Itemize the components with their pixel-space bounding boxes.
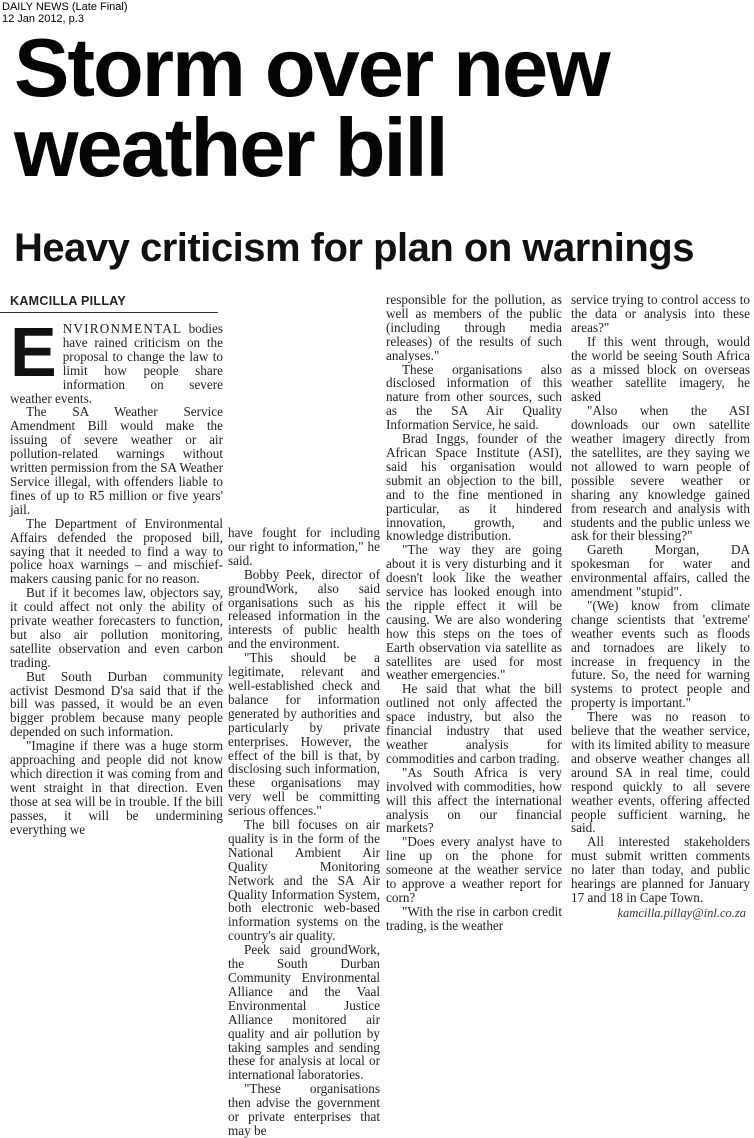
paragraph: service trying to control access to the data or analysis into these areas?": [571, 292, 750, 335]
paragraph: "Also when the ASI downloads our own satellite weather imagery directly from the satellites, are they saying we not allowed to warn people of possible severe weather or sharing any knowledge gained from research and analysis with students and the public unless we ask for their blessing?": [571, 403, 750, 544]
drop-cap: E: [10, 313, 57, 391]
article-column-4: [571, 293, 750, 905]
paragraph: He said that what the bill outlined not only affected the space industry, but also the financial industry that used weather analysis for commodities and carbon trading.: [386, 681, 562, 766]
paragraph: "These organisations then advise the government or private enterprises that may be: [228, 1081, 380, 1138]
paragraph: Gareth Morgan, DA spokesman for water and environmental affairs, called the amendment "stupid".: [571, 542, 750, 600]
paragraph: "Does every analyst have to line up on the phone for someone at the weather service to approve a weather report for corn?: [386, 834, 562, 905]
author-email: kamcilla.pillay@inl.co.za: [617, 906, 746, 920]
lead-paragraph: [10, 313, 223, 406]
article-column-1: [10, 313, 223, 837]
paragraph: All interested stakeholders must submit written comments no later than today, and public hearings are planned for January 17 and 18 in Cape Town.: [571, 834, 750, 905]
paragraph: Peek said groundWork, the South Durban Community Environmental Alliance and the Vaal Environmental Justice Alliance monitored air quality and air pollution by taking samples and sending these for analysis at local or international laboratories.: [228, 942, 380, 1083]
paragraph: "(We) know from climate change scientists that 'extreme' weather events such as floods and tornadoes are likely to increase in frequency in the future. So, the need for warning systems to protect people and property is important.": [571, 597, 750, 711]
paragraph: There was no reason to believe that the weather service, with its limited ability to measure and observe weather changes all around SA in real time, could respond quickly to all severe weather events, offering affected people sufficient warning, he said.: [571, 709, 750, 836]
paragraph: have fought for including our right to information," he said.: [228, 525, 380, 568]
headline: Storm over new weather bill: [14, 21, 609, 194]
paragraph: But if it becomes law, objectors say, it could affect not only the ability of private weather forecasters to function, but also air pollution monitoring, satellite observation and even carbon trading.: [10, 585, 223, 670]
article-column-2: [228, 526, 380, 1138]
paragraph: The bill focuses on air quality is in the form of the National Ambient Air Quality Monitoring Network and the SA Air Quality Information System, both electronic web-based information systems on the country's air quality.: [228, 817, 380, 944]
article-column-3: [386, 293, 562, 933]
paragraph: Brad Inggs, founder of the African Space Institute (ASI), said his organisation would submit an objection to the bill, and to the fine mentioned in particular, as it hindered innovation, growth, and knowledge distribution.: [386, 431, 562, 544]
paragraph: "With the rise in carbon credit trading, is the weather: [386, 903, 562, 933]
paragraph: The SA Weather Service Amendment Bill would make the issuing of severe weather or air pollution-related warnings without written permission from the SA Weather Service illegal, with offenders liable to fines of up to R5 million or five years' jail.: [10, 404, 223, 517]
publication-date-page: 12 Jan 2012, p.3: [2, 13, 84, 25]
paragraph: "Imagine if there was a huge storm approaching and people did not know which direction it was coming from and went straight in that direction. Even those at sea will be in trouble. If the bill passes, it will be undermining everything we: [10, 738, 223, 837]
paragraph: The Department of Environmental Affairs defended the proposed bill, saying that it needed to find a way to police hoax warnings – and mischief-makers causing panic for no reason.: [10, 515, 223, 587]
paragraph: "The way they are going about it is very disturbing and it doesn't look like the weather service has looked enough into the ripple effect it will be causing. We are also wondering how this steps on the toes of Earth observation via satellite as satellites are used for most weather emergencies.": [386, 542, 562, 683]
publication-name: DAILY NEWS (Late Final): [2, 1, 128, 13]
paragraph: If this went through, would the world be seeing South Africa as a missed block on overseas weather satellite imagery, he asked: [571, 333, 750, 405]
paragraph: But South Durban community activist Desmond D'sa said that if the bill was passed, it would be an even bigger problem because many people depended on such information.: [10, 668, 223, 740]
lead-text: bodies have rained criticism on the proposal to change the law to limit how people share information on severe weather events.: [10, 321, 223, 406]
lead-caps: NVIRONMENTAL: [62, 321, 183, 336]
byline: KAMCILLA PILLAY: [10, 294, 127, 308]
paragraph: "As South Africa is very involved with commodities, how will this affect the international analysis on our financial markets?: [386, 764, 562, 836]
paragraph: Bobby Peek, director of groundWork, also said organisations such as his released information in the interests of public health and the environment.: [228, 566, 380, 652]
subheadline: Heavy criticism for plan on warnings: [14, 226, 694, 270]
paragraph: responsible for the pollution, as well as members of the public (including through media releases) of the results of such analyses.": [386, 292, 562, 363]
paragraph: These organisations also disclosed information of this nature from other sources, such as the SA Air Quality Information Service, he said.: [386, 361, 562, 433]
paragraph: "This should be a legitimate, relevant and well-established check and balance for information generated by authorities and particularly by private enterprises. However, the effect of the bill is that, by disclosing such information, these organisations may very well be committing serious offences.": [228, 650, 380, 819]
